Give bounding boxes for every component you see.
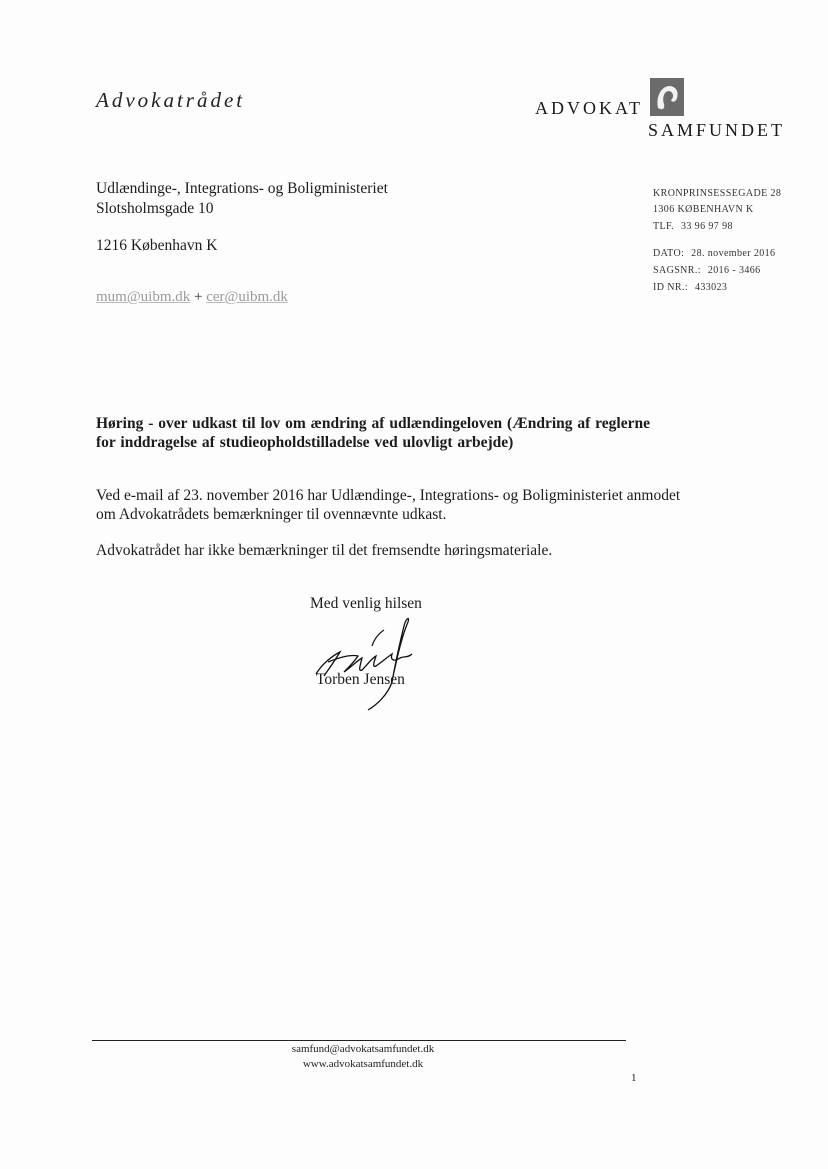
sender-phone xyxy=(653,221,733,232)
date-value: 28. november 2016 xyxy=(691,248,776,259)
page-number: 1 xyxy=(631,1072,637,1084)
letter-subject: Høring - over udkast til lov om ændring af udlændingeloven (Ændring af reglerne for inddragelse af studieopholdstilladelse ved ulovligt arbejde) xyxy=(96,415,650,451)
sender-city: 1306 KØBENHAVN K xyxy=(653,204,754,215)
body-paragraph: Ved e-mail af 23. november 2016 har Udlændinge-, Integrations- og Boligministeriet anmodet om Advokatrådets bemærkninger til ovennævnte udkast. xyxy=(96,487,681,523)
handwritten-signature xyxy=(298,612,438,712)
recipient-email-link[interactable]: mum@uibm.dk xyxy=(96,289,191,305)
recipient-city: 1216 København K xyxy=(96,237,218,254)
id-label: ID NR.: xyxy=(653,282,689,293)
logo-word-advokat: ADVOKAT xyxy=(535,98,643,118)
footer-website-link[interactable]: www.advokatsamfundet.dk xyxy=(302,1058,424,1070)
date-label: DATO: xyxy=(653,248,685,259)
recipient-name: Udlændinge-, Integrations- og Boligministeriet xyxy=(96,180,388,197)
letter-date xyxy=(653,248,775,259)
email-separator: + xyxy=(193,289,203,305)
case-number xyxy=(653,265,761,276)
body-paragraph: Advokatrådet har ikke bemærkninger til det fremsendte høringsmateriale. xyxy=(96,542,553,559)
recipient-email-link[interactable]: cer@uibm.dk xyxy=(206,289,288,305)
recipient-street: Slotsholmsgade 10 xyxy=(96,200,214,217)
footer-divider xyxy=(92,1040,626,1041)
sender-street: KRONPRINSESSEGADE 28 xyxy=(653,188,782,199)
case-label: SAGSNR.: xyxy=(653,265,701,276)
council-name: Advokatrådet xyxy=(96,88,246,112)
advokatsamfundet-emblem-icon xyxy=(650,78,684,116)
phone-label: TLF. xyxy=(653,221,675,232)
recipient-emails xyxy=(96,289,288,306)
closing-greeting: Med venlig hilsen xyxy=(310,595,422,612)
footer-email-link[interactable]: samfund@advokatsamfundet.dk xyxy=(291,1043,435,1055)
id-number xyxy=(653,282,727,293)
id-value: 433023 xyxy=(694,282,728,293)
phone-number: 33 96 97 98 xyxy=(680,221,733,232)
logo-word-samfundet: SAMFUNDET xyxy=(648,120,786,140)
case-value: 2016 - 3466 xyxy=(707,265,761,276)
signatory-name: Torben Jensen xyxy=(316,671,405,688)
